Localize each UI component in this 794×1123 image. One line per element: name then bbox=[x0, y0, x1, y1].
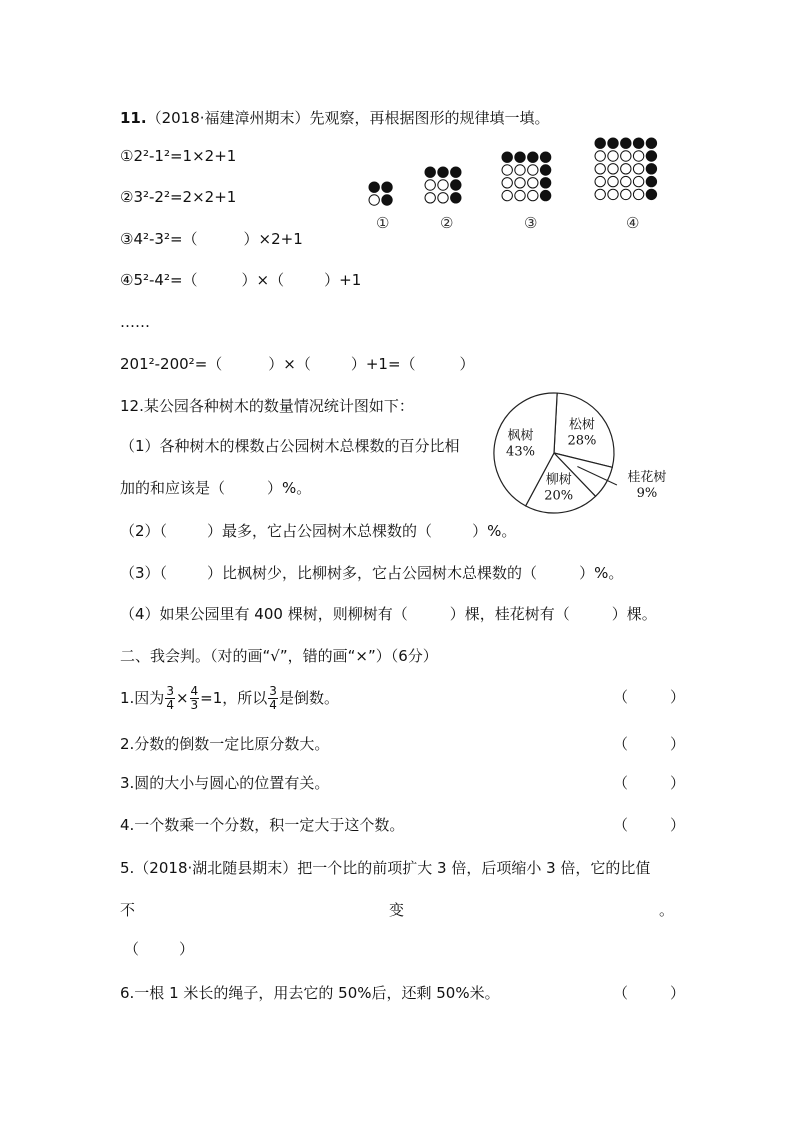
fraction-3-4-b: $\frac{3}{4}$ bbox=[269, 684, 277, 712]
filled-dot bbox=[646, 189, 656, 199]
judge-1-text-b: =1，所以 bbox=[200, 689, 268, 707]
judge-item-4: 4.一个数乘一个分数，积一定大于这个数。 bbox=[120, 816, 405, 834]
q12-p2-mid: ）最多，它占公园树木总棵数的（ bbox=[207, 522, 433, 540]
filled-dot bbox=[608, 138, 618, 148]
q12-p2-right: ）%。 bbox=[472, 522, 517, 540]
part2-heading: 二、我会判。（对的画“√”，错的画“×”）（6分） bbox=[120, 647, 438, 665]
hollow-dot bbox=[528, 165, 538, 175]
hollow-dot bbox=[369, 195, 379, 205]
q12-p4-right: ）棵。 bbox=[611, 605, 657, 623]
dot-grid-2 bbox=[424, 166, 464, 206]
judge-item-5-line1: 5.（2018·湖北随县期末）把一个比的前项扩大 3 倍，后项缩小 3 倍，它的比值 bbox=[120, 859, 651, 877]
judge-item-5-word-2: 变 bbox=[389, 901, 405, 919]
judge-item-5-word-3: 。 bbox=[659, 901, 675, 919]
filled-dot bbox=[633, 138, 643, 148]
hollow-dot bbox=[633, 189, 643, 199]
hollow-dot bbox=[515, 165, 525, 175]
filled-dot bbox=[646, 176, 656, 186]
hollow-dot bbox=[621, 151, 631, 161]
hollow-dot bbox=[502, 178, 512, 188]
hollow-dot bbox=[608, 164, 618, 174]
figure-label-2: ② bbox=[440, 214, 454, 232]
q12-p3-mid: ）比枫树少，比柳树多，它占公园树木总棵数的（ bbox=[207, 564, 538, 582]
hollow-dot bbox=[595, 164, 605, 174]
q11-eq2: ②3²-2²=2×2+1 bbox=[120, 188, 237, 206]
figure-label-1: ① bbox=[376, 214, 390, 232]
filled-dot bbox=[540, 165, 550, 175]
q11-eq4-mid: ）×（ bbox=[241, 271, 285, 289]
filled-dot bbox=[540, 152, 550, 162]
q11-eq5-mid2: ）+1=（ bbox=[350, 355, 416, 373]
q11-eq4-right: ）+1 bbox=[324, 271, 362, 289]
hollow-dot bbox=[425, 180, 435, 190]
q12-p3-left: （3）（ bbox=[120, 564, 168, 582]
filled-dot bbox=[621, 138, 631, 148]
q11-source: （2018·福建漳州期末） bbox=[146, 109, 310, 127]
q11-eq3 bbox=[120, 229, 303, 249]
filled-dot bbox=[425, 167, 435, 177]
hollow-dot bbox=[621, 164, 631, 174]
q12-p1-left: 加的和应该是（ bbox=[120, 479, 226, 497]
judge-item-1 bbox=[120, 684, 339, 712]
judge-item-5-word-1: 不 bbox=[120, 901, 136, 919]
q11-eq1: ①2²-1²=1×2+1 bbox=[120, 147, 237, 165]
q11-eq3-left: ③4²-3²=（ bbox=[120, 230, 198, 248]
pie-category-label-willow: 柳树 bbox=[545, 472, 572, 488]
fraction-4-3: $\frac{4}{3}$ bbox=[190, 684, 199, 712]
hollow-dot bbox=[621, 189, 631, 199]
hollow-dot bbox=[502, 165, 512, 175]
times-sign: × bbox=[175, 689, 189, 707]
answer-paren-5[interactable]: （ ） bbox=[124, 940, 195, 958]
hollow-dot bbox=[515, 178, 525, 188]
filled-dot bbox=[382, 195, 392, 205]
q11-eq5-right: ） bbox=[459, 355, 475, 373]
judge-item-2: 2.分数的倒数一定比原分数大。 bbox=[120, 735, 330, 753]
filled-dot bbox=[646, 151, 656, 161]
q11-eq5 bbox=[120, 354, 475, 374]
filled-dot bbox=[502, 152, 512, 162]
dot-grid-1 bbox=[368, 181, 396, 209]
q11-eq5-left: 201²-200²=（ bbox=[120, 355, 223, 373]
hollow-dot bbox=[633, 151, 643, 161]
filled-dot bbox=[540, 178, 550, 188]
pie-value-label-maple: 43% bbox=[506, 444, 535, 460]
q11-eq5-mid1: ）×（ bbox=[268, 355, 311, 373]
hollow-dot bbox=[528, 190, 538, 200]
hollow-dot bbox=[595, 189, 605, 199]
pie-value-label-osmanthus: 9% bbox=[636, 486, 658, 501]
hollow-dot bbox=[438, 193, 448, 203]
filled-dot bbox=[595, 138, 605, 148]
q12-stem: 12.某公园各种树木的数量情况统计图如下： bbox=[120, 397, 414, 415]
hollow-dot bbox=[425, 193, 435, 203]
judge-item-6: 6.一根 1 米长的绳子，用去它的 50%后，还剩 50%米。 bbox=[120, 984, 500, 1002]
q12-p3-right: ）%。 bbox=[579, 564, 624, 582]
pie-category-label-maple: 枫树 bbox=[507, 428, 534, 444]
pie-value-label-willow: 20% bbox=[544, 488, 574, 504]
filled-dot bbox=[451, 167, 461, 177]
q11-ellipsis: …… bbox=[120, 313, 150, 331]
filled-dot bbox=[451, 193, 461, 203]
dot-grid-3 bbox=[501, 151, 554, 204]
pie-category-label-osmanthus: 桂花树 bbox=[627, 470, 667, 485]
q12-part1-line1: （1）各种树木的棵数占公园树木总棵数的百分比相 bbox=[120, 437, 460, 455]
hollow-dot bbox=[528, 178, 538, 188]
hollow-dot bbox=[608, 189, 618, 199]
answer-paren-1[interactable]: （ ） bbox=[613, 688, 686, 706]
q11-number: 11. bbox=[120, 109, 147, 127]
judge-1-text-c: 是倒数。 bbox=[278, 689, 339, 707]
judge-1-text-a: 1.因为 bbox=[120, 689, 165, 707]
q12-p4-mid: ）棵，桂花树有（ bbox=[449, 605, 570, 623]
hollow-dot bbox=[595, 176, 605, 186]
pie-category-label-pine: 松树 bbox=[568, 417, 595, 433]
q12-part1-line2 bbox=[120, 478, 311, 498]
q11-eq4-left: ④5²-4²=（ bbox=[120, 271, 198, 289]
filled-dot bbox=[540, 190, 550, 200]
filled-dot bbox=[369, 182, 379, 192]
hollow-dot bbox=[633, 176, 643, 186]
q11-eq3-right: ）×2+1 bbox=[243, 230, 303, 248]
q11-stem-line bbox=[120, 108, 550, 128]
dot-pattern-figure-1 bbox=[368, 181, 396, 213]
q12-p4-left: （4）如果公园里有 400 棵树，则柳树有（ bbox=[120, 605, 408, 623]
figure-label-4: ④ bbox=[626, 214, 640, 232]
fraction-3-4: $\frac{3}{4}$ bbox=[166, 684, 174, 712]
hollow-dot bbox=[595, 151, 605, 161]
q12-part2 bbox=[120, 521, 516, 541]
judge-item-3: 3.圆的大小与圆心的位置有关。 bbox=[120, 774, 330, 792]
hollow-dot bbox=[608, 176, 618, 186]
hollow-dot bbox=[608, 151, 618, 161]
q12-p1-right: ）%。 bbox=[267, 479, 312, 497]
pie-value-label-pine: 28% bbox=[567, 433, 597, 449]
answer-paren-4[interactable]: （ ） bbox=[613, 816, 686, 834]
filled-dot bbox=[515, 152, 525, 162]
hollow-dot bbox=[621, 176, 631, 186]
answer-paren-6[interactable]: （ ） bbox=[613, 984, 686, 1002]
dot-pattern-figure-3 bbox=[501, 151, 554, 208]
tree-pie-chart bbox=[490, 388, 690, 518]
answer-paren-2[interactable]: （ ） bbox=[613, 735, 686, 753]
q12-part3 bbox=[120, 563, 623, 583]
hollow-dot bbox=[502, 190, 512, 200]
q12-p2-left: （2）（ bbox=[120, 522, 168, 540]
dot-grid-4 bbox=[594, 137, 660, 203]
filled-dot bbox=[451, 180, 461, 190]
answer-paren-3[interactable]: （ ） bbox=[613, 774, 686, 792]
hollow-dot bbox=[438, 180, 448, 190]
dot-pattern-figure-2 bbox=[424, 166, 464, 210]
filled-dot bbox=[528, 152, 538, 162]
q11-stem: 先观察，再根据图形的规律填一填。 bbox=[309, 109, 550, 127]
dot-pattern-figure-4 bbox=[594, 137, 660, 207]
hollow-dot bbox=[515, 190, 525, 200]
hollow-dot bbox=[633, 164, 643, 174]
q11-eq4 bbox=[120, 270, 361, 290]
filled-dot bbox=[646, 164, 656, 174]
filled-dot bbox=[646, 138, 656, 148]
filled-dot bbox=[438, 167, 448, 177]
figure-label-3: ③ bbox=[524, 214, 538, 232]
q12-part4 bbox=[120, 604, 657, 624]
filled-dot bbox=[382, 182, 392, 192]
